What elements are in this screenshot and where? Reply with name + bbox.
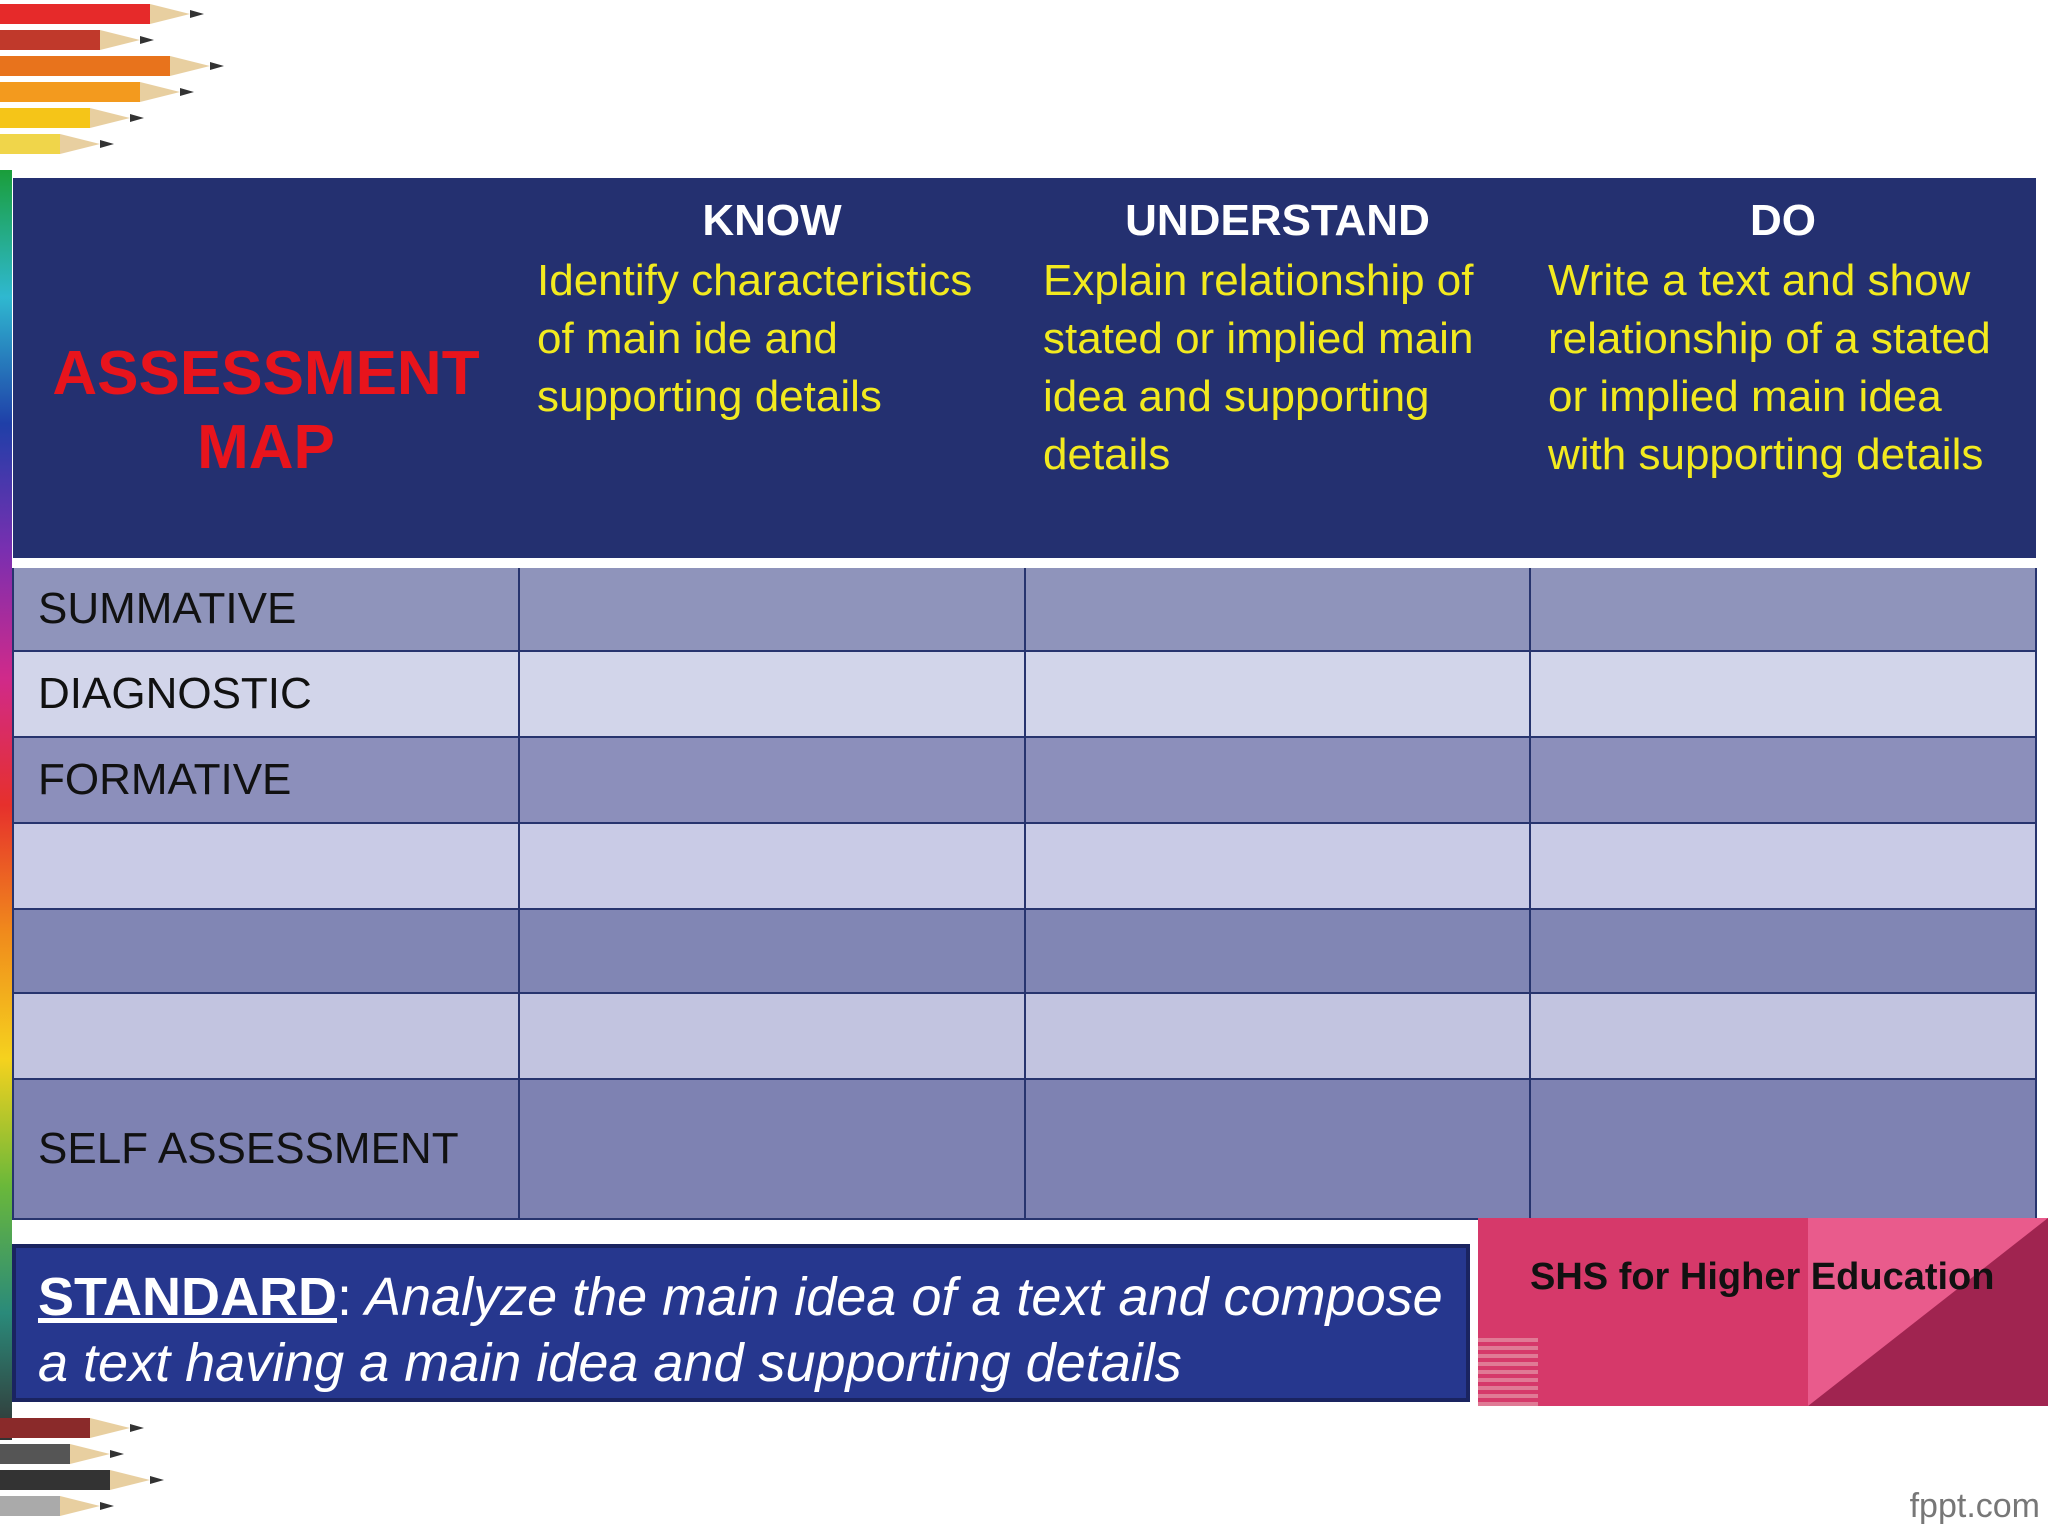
column-description: Identify characteristics of main ide and supporting details: [537, 256, 973, 421]
table-row: [13, 651, 2036, 737]
brand-banner: [1478, 1218, 2048, 1406]
standard-statement: [12, 1244, 1470, 1402]
table-cell: [1025, 909, 1530, 993]
standard-label: STANDARD: [38, 1267, 337, 1327]
table-header-row: [13, 178, 2036, 563]
table-row: [13, 737, 2036, 823]
table-cell: [519, 737, 1025, 823]
standard-text: Analyze the main idea of a text and compose a text having a main idea and supporting details: [38, 1267, 1443, 1393]
table-cell: [1530, 993, 2036, 1079]
table-cell: [1530, 823, 2036, 909]
row-label-self-assessment: SELF ASSESSMENT: [13, 1079, 519, 1219]
table-cell: [1530, 563, 2036, 651]
row-label-summative: SUMMATIVE: [13, 563, 519, 651]
brand-shape: [1808, 1218, 2048, 1406]
table-cell: [1025, 1079, 1530, 1219]
column-description: Explain relationship of stated or implied main idea and supporting details: [1043, 256, 1474, 479]
row-label-empty: [13, 823, 519, 909]
row-label-diagnostic: DIAGNOSTIC: [13, 651, 519, 737]
brand-tagline: SHS for Higher Education: [1530, 1256, 1995, 1298]
column-understand: [1025, 178, 1530, 563]
column-know: [519, 178, 1025, 563]
column-title: DO: [1750, 196, 1816, 245]
standard-separator: :: [336, 1267, 352, 1327]
table-row: [13, 993, 2036, 1079]
column-title: KNOW: [702, 196, 842, 245]
brand-stripe: [1478, 1338, 1538, 1406]
assessment-map-table: [12, 178, 2035, 1220]
table-row: [13, 823, 2036, 909]
watermark: fppt.com: [1909, 1487, 2040, 1525]
pencil-edge-strip: [0, 170, 12, 1440]
table-row: [13, 909, 2036, 993]
table-cell: [1025, 651, 1530, 737]
column-do: [1530, 178, 2036, 563]
table-row: [13, 1079, 2036, 1219]
row-label-empty: [13, 909, 519, 993]
table-cell: [1025, 993, 1530, 1079]
table-row: [13, 563, 2036, 651]
column-title: UNDERSTAND: [1125, 196, 1430, 245]
table-cell: [519, 823, 1025, 909]
table-cell: [519, 563, 1025, 651]
table-cell: [1530, 909, 2036, 993]
table-cell: [1025, 563, 1530, 651]
row-label-empty: [13, 993, 519, 1079]
table-cell: [1530, 651, 2036, 737]
column-description: Write a text and show relationship of a stated or implied main idea with supporting details: [1548, 256, 1991, 479]
table-cell: [1530, 1079, 2036, 1219]
table-corner-cell: [13, 178, 519, 563]
table-cell: [519, 993, 1025, 1079]
table-cell: [1025, 737, 1530, 823]
table-cell: [519, 1079, 1025, 1219]
table-cell: [1025, 823, 1530, 909]
table-cell: [1530, 737, 2036, 823]
row-label-formative: FORMATIVE: [13, 737, 519, 823]
table-cell: [519, 909, 1025, 993]
table-cell: [519, 651, 1025, 737]
assessment-map-title: ASSESSMENT MAP: [52, 339, 480, 482]
